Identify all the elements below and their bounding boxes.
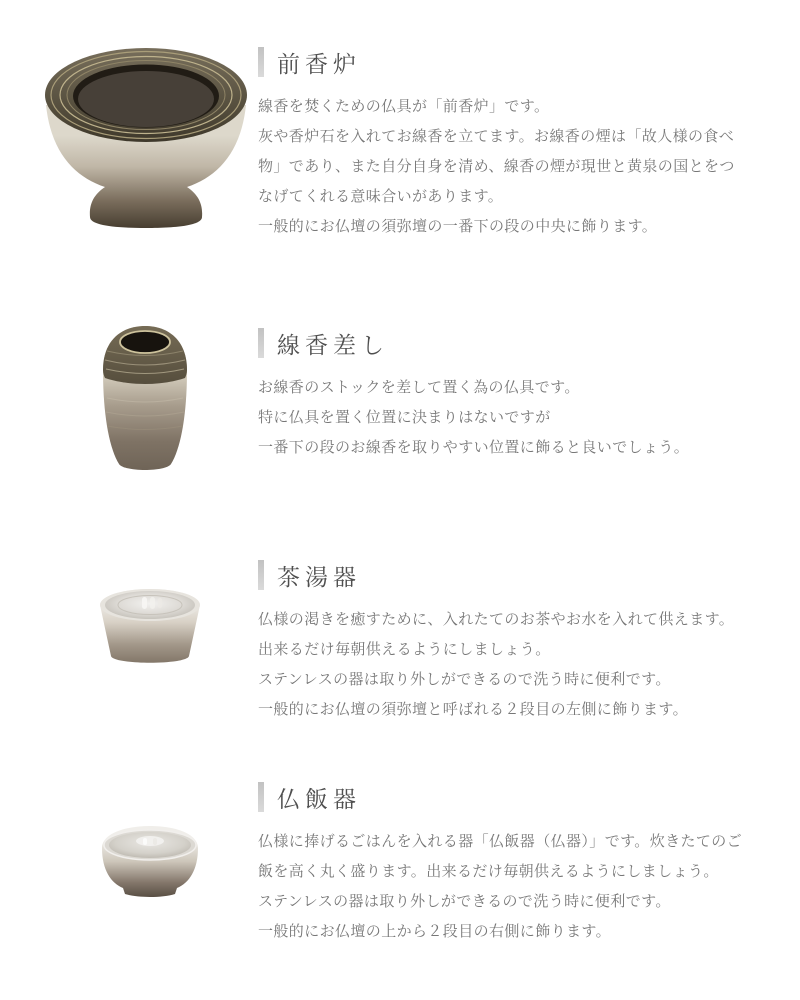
description-paragraph: 一般的にお仏壇の須弥壇の一番下の段の中央に飾ります。 [258,218,658,235]
rice-offering-bowl-image-area [0,770,258,947]
description-paragraph: 仏様に捧げるごはんを入れる器「仏飯器（仏器）」です。炊きたてのご飯を高く丸く盛ります。出来るだけ毎朝供えるようにしましょう。 [258,833,743,880]
section-tea-offering-cup [0,552,800,725]
section-title-row [258,326,745,360]
section-description [258,605,745,725]
incense-stick-holder-photo [95,318,195,478]
section-rice-offering-bowl [0,770,800,947]
tea-offering-cup-photo [98,582,202,672]
title-accent-bar [258,782,264,812]
incense-burner-image-area [0,40,258,242]
section-incense-burner [0,40,800,242]
section-title: 線香差し [277,332,389,358]
section-description [258,827,745,947]
description-paragraph: 仏様の渇きを癒すために、入れたてのお茶やお水を入れて供えます。 [258,611,735,628]
description-paragraph: お線香のストックを差して置く為の仏具です。 [258,379,580,396]
description-paragraph: 一番下の段のお線香を取りやすい位置に飾ると良いでしょう。 [258,439,690,456]
title-accent-bar [258,47,264,77]
section-title: 仏飯器 [277,786,361,812]
description-paragraph: 線香を焚くための仏具が「前香炉」です。 [258,98,550,115]
incense-stick-holder-image-area [0,298,258,478]
section-description [258,92,745,242]
section-title-row [258,558,745,592]
rice-offering-bowl-photo [98,818,202,902]
section-title-row [258,780,745,814]
description-paragraph: 特に仏具を置く位置に決まりはないですが [258,409,551,426]
incense-burner-photo [43,45,249,231]
title-accent-bar [258,560,264,590]
title-accent-bar [258,328,264,358]
description-paragraph: 灰や香炉石を入れてお線香を立てます。お線香の煙は「故人様の食べ物」であり、また自分自身を清め、線香の煙が現世と黄泉の国とをつなげてくれる意味合いがあります。 [258,128,735,205]
section-description [258,373,745,463]
description-paragraph: 一般的にお仏壇の須弥壇と呼ばれる２段目の左側に飾ります。 [258,701,689,718]
description-paragraph: ステンレスの器は取り外しができるので洗う時に便利です。 [258,893,671,910]
description-paragraph: 出来るだけ毎朝供えるようにしましょう。 [258,641,551,658]
section-incense-stick-holder [0,298,800,478]
section-title-row [258,45,745,79]
description-paragraph: 一般的にお仏壇の上から２段目の右側に飾ります。 [258,923,612,940]
section-title: 前香炉 [277,51,361,77]
tea-offering-cup-image-area [0,552,258,725]
description-paragraph: ステンレスの器は取り外しができるので洗う時に便利です。 [258,671,671,688]
section-title: 茶湯器 [277,564,361,590]
